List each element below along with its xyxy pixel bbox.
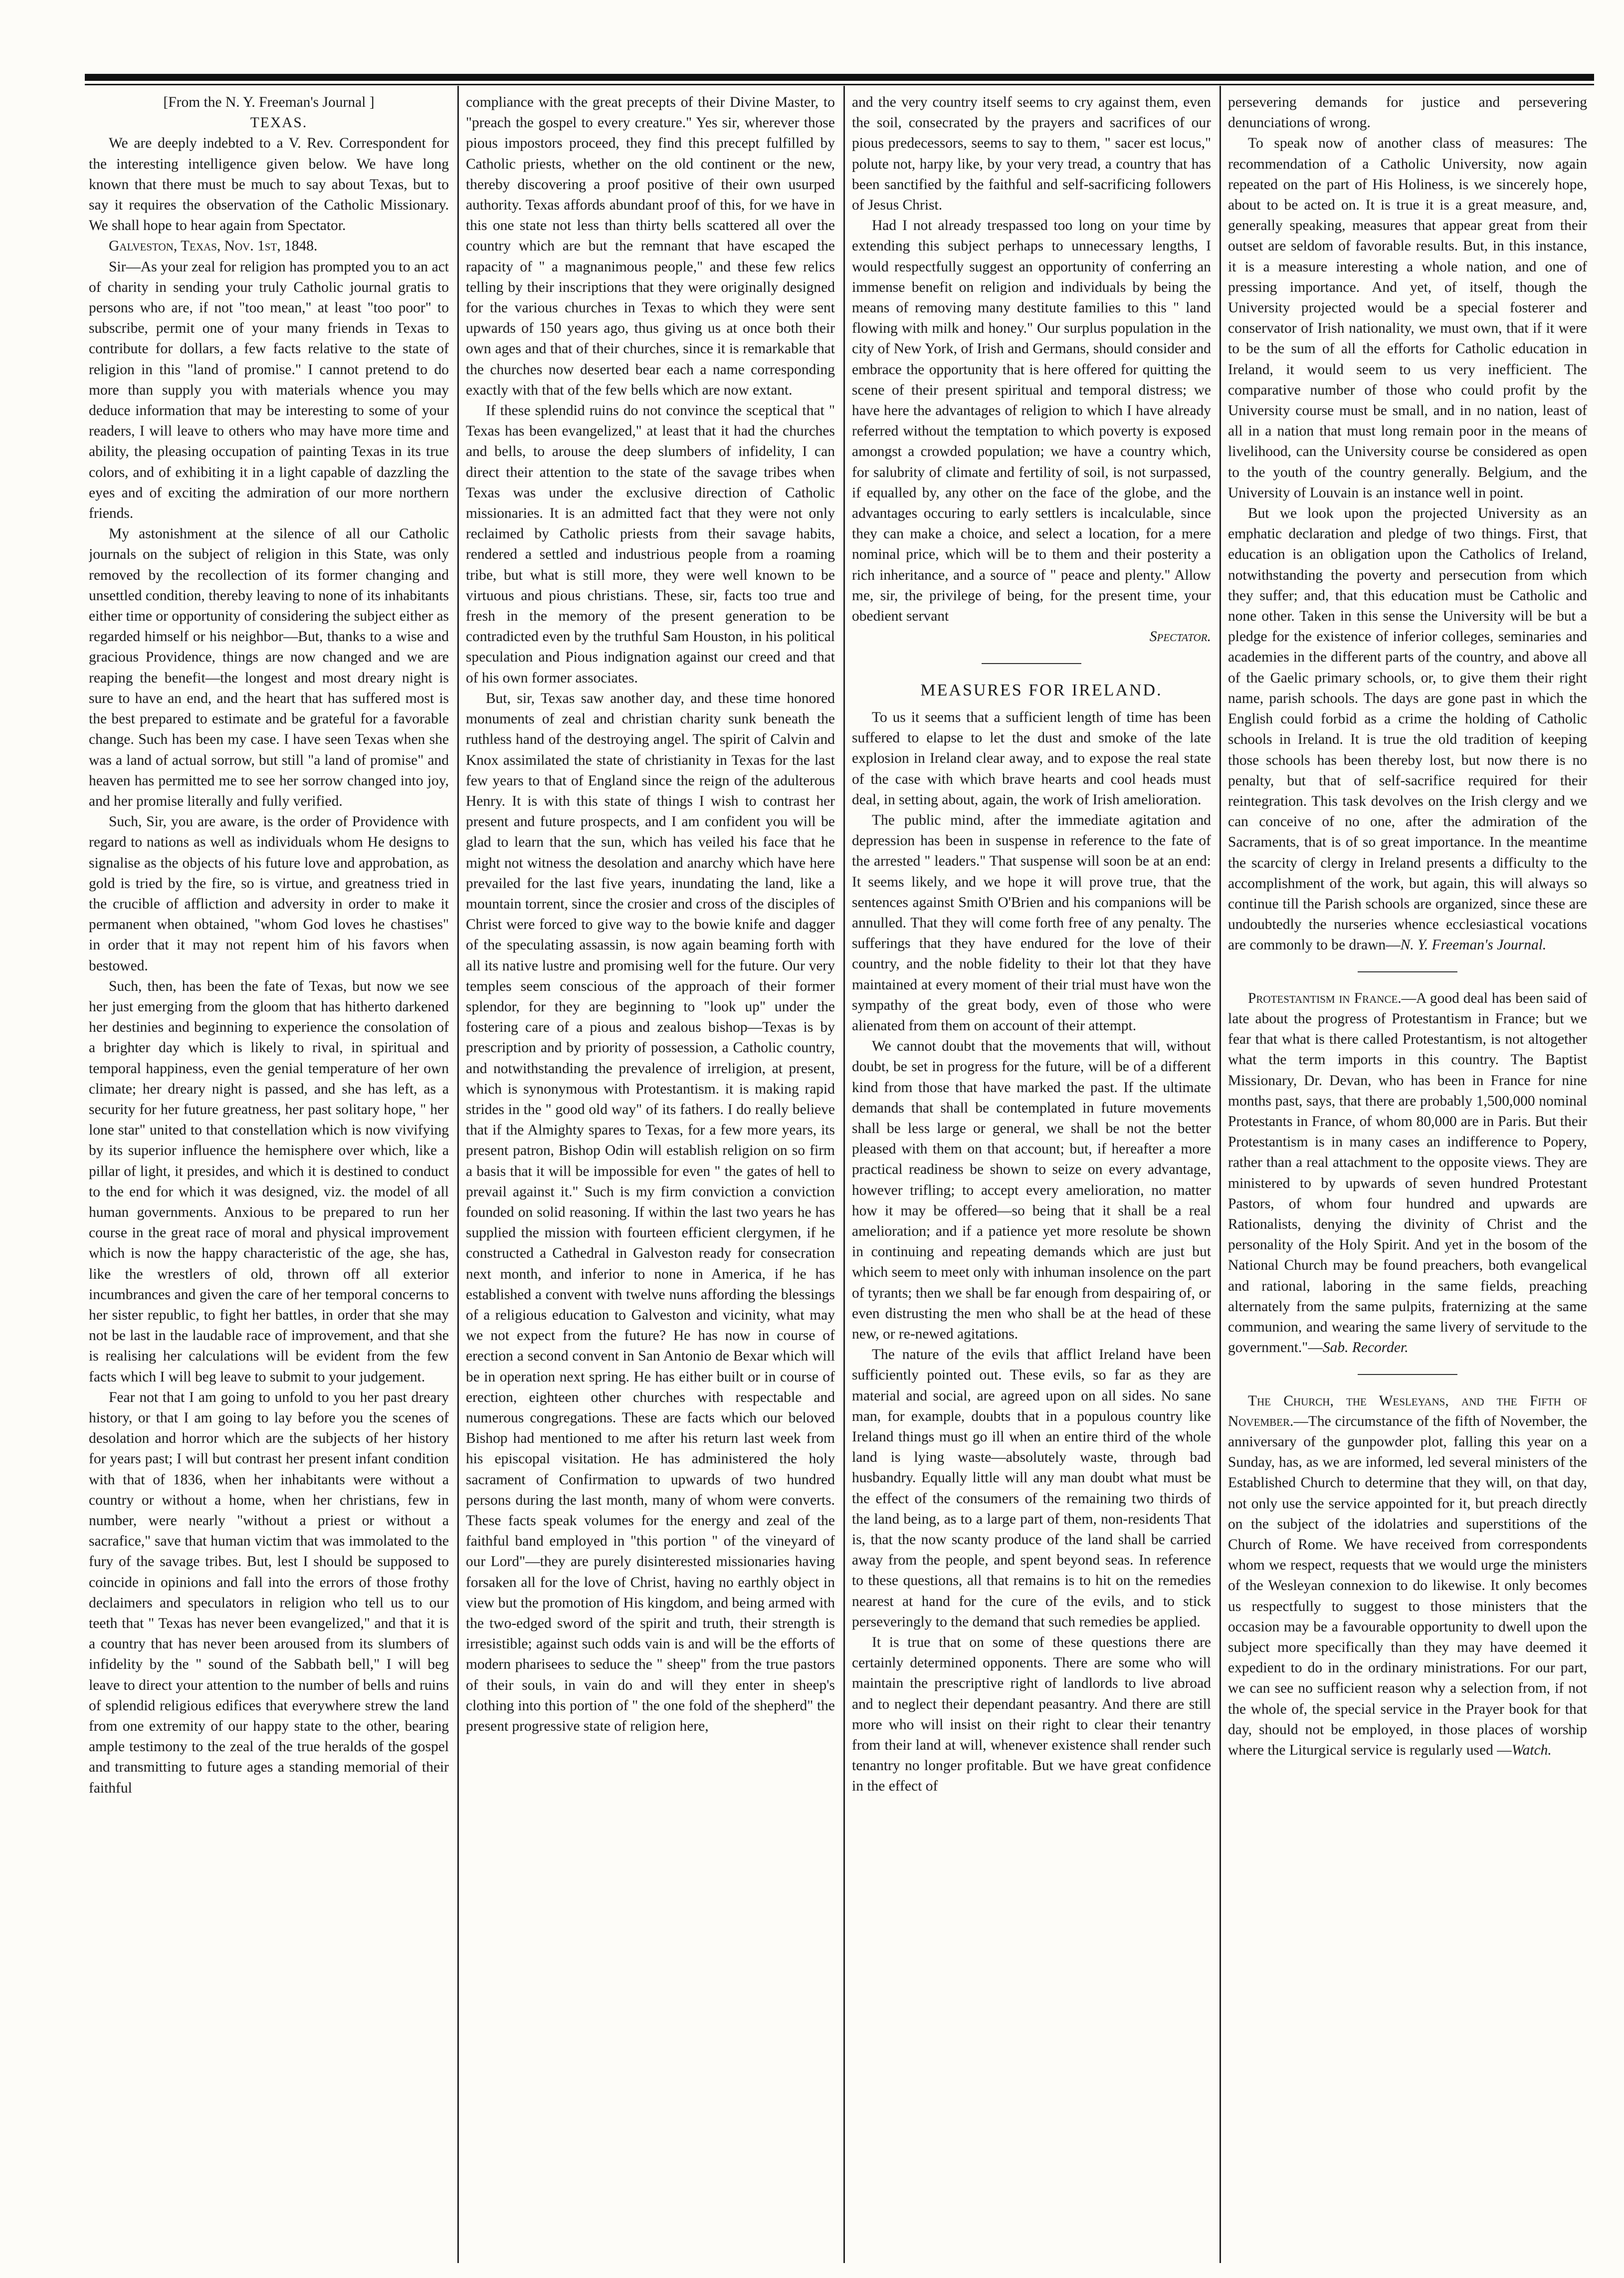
paragraph: [1228, 1391, 1587, 1761]
column-divider: [1219, 86, 1221, 2263]
column-3: [852, 92, 1211, 2263]
paragraph: persevering demands for justice and persevering denunciations of wrong.: [1228, 94, 1587, 131]
paragraph: The public mind, after the immediate agitation and depression has been in suspense in reference to the fate of the arrested " leaders." That suspense will soon be at an end: It seems likely, and we hope it will prove true, that the sentences against Smith O'Brien and his companions will be annulled. That they will come forth free of any penalty. The sufferings that they have endured for the love of their country, and the noble fidelity to their lot that they have maintained at every moment of their trial must have won the sympathy of the great body, even of those who were alienated from them on account of their attempt.: [852, 812, 1211, 1034]
paragraph: To us it seems that a sufficient length of time has been suffered to elapse to let the dust and smoke of the late explosion in Ireland clear away, and to expose the real state of the case with which brave hearts and cool heads must deal, in setting about, again, the work of Irish amelioration.: [852, 709, 1211, 808]
column-4: [1228, 92, 1587, 2263]
paragraph: If these splendid ruins do not convince the sceptical that " Texas has been evangelized," at least that it had the churches and bells, to arouse the deep slumbers of infidelity, I can direct their attention to the state of the savage tribes when Texas was under the exclusive direction of Catholic missionaries. It is an admitted fact that they were not only reclaimed by Catholic priests from their savage habits, rendered a settled and industrious people from a roaming tribe, but what is still more, they were well known to be virtuous and pious christians. These, sir, facts too true and fresh in the memory of the present generation to be contradicted even by the truthful Sam Houston, in his political speculation and Pious indignation against our creed and that of his own former associates.: [466, 403, 835, 686]
paragraph: To speak now of another class of measures: The recommendation of a Catholic University, now again repeated on the part of His Holiness, is we sincerely hope, about to be acted on. It is true it is a great measure, and, generally speaking, measures that appear great from their outset are seldom of favorable results. But, in this instance, it is a measure interesting a whole nation, and one of pressing importance. And yet, of itself, though the University projected would be a special fosterer and conservator of Irish nationality, we must own, that if it were to be the sum of all the efforts for Catholic education in Ireland, it would seem to us very inefficient. The comparative number of those who could profit by the University course must be small, and in no nation, least of all in a nation that must long remain poor in the means of livelihood, can the University course be considered as open to the youth of the country generally. Belgium, and the University of Louvain is an instance well in point.: [1228, 135, 1587, 501]
signature: Spectator.: [1149, 629, 1211, 645]
paragraph-text: —The circumstance of the fifth of November, the anniversary of the gunpowder plot, falling this year on a Sunday, has, as we are informed, led several ministers of the Established Church to determine that they will, on that day, not only use the service appointed for it, but preach directly on the subject of the idolatries and superstitions of the Church of Rome. We have received from correspondents whom we respect, requests that we would urge the ministers of the Wesleyan connexion to do likewise. It only becomes us respectfully to suggest to those ministers that the occasion may be a favourable opportunity to dwell upon the subject more specifically than they may have deemed it expedient to do in the ordinary ministrations. For our part, we can see no sufficient reason why a selection from, if not the whole of, the special service in the Prayer book for that day, should not be employed, in those places of worship where the Liturgical service is regularly used —: [1228, 1413, 1587, 1759]
masthead-rule-thin: [85, 84, 1594, 85]
source-credit: N. Y. Freeman's Journal.: [1400, 937, 1547, 953]
paragraph: compliance with the great precepts of their Divine Master, to "preach the gospel to every creature." Yes sir, wherever those pious impostors proceed, they find this precept fulfilled by Catholic priests, whether on the old continent or the new, thereby discovering a proof positive of their own usurped authority. Texas affords abundant proof of this, for we have in this one state not less than thirty bells scattered all over the country which are but the remnant that have escaped the rapacity of " a magnanimous people," and these few relics telling by their inscriptions that they were originally designed for the various churches in Texas to which they were sent upwards of 150 years ago, thus giving us at once both their own ages and that of their churches, since it is remarkable that the churches now deserted bear each a name corresponding exactly with that of the few bells which are now extant.: [466, 94, 835, 398]
source-credit: Sab. Recorder.: [1322, 1340, 1409, 1356]
paragraph: Such, Sir, you are aware, is the order of Providence with regard to nations as well as individuals whom He designs to signalise as the objects of his future love and approbation, as gold is tried by the fire, so is virtue, and greatness tried in the crucible of affliction and adversity in order to make it permanent when obtained, "whom God loves he chastises" in order that it may not repent him of his favors when bestowed.: [89, 814, 449, 974]
article-title-texas: TEXAS.: [250, 115, 308, 131]
article-title-ireland: MEASURES FOR IRELAND.: [920, 681, 1163, 699]
article-source: [From the N. Y. Freeman's Journal ]: [163, 94, 375, 110]
paragraph: Sir—As your zeal for religion has prompted you to an act of charity in sending your truly Catholic journal gratis to persons who are, if not "too mean," at least "too poor" to subscribe, permit one of your many friends in Texas to contribute for dollars, a few facts relative to the state of religion in this "land of promise." I cannot pretend to do more than supply you with materials whence you may deduce information that may be interesting to some of your readers, I will leave to others who may have more time and ability, the pleasing occupation of painting Texas in its true colors, and of exhibiting it in a light capable of dazzling the eyes and of exciting the admiration of our more northern friends.: [89, 258, 449, 522]
item-heading: The Church, the Wesleyans, and the Fifth of November.: [1228, 1392, 1587, 1429]
paragraph-text: But we look upon the projected University as an emphatic declaration and pledge of two things. First, that education is an obligation upon the Catholics of Ireland, notwithstanding the poverty and persecution from which they suffer; and, that this education must be Catholic and none other. Taken in this sense the University will be but a pledge for the existence of inferior colleges, seminaries and academies in the different parts of the country, and above all of the Gaelic primary schools, or, to give them their right name, parish schools. The days are gone past in which the English could forbid as a crime the holding of Catholic schools in Ireland. It is true the old tradition of keeping those schools has been thereby lost, but now there is no penalty, but that of self-sacrifice required for their reintegration. This task devolves on the Irish clergy and we can conceive of no one, after the admiration of the Sacraments, that is of so great importance. In the meantime the scarcity of clergy in Ireland presents a difficulty to the accomplishment of the work, but again, this will always so continue till the Parish schools are organized, since these are undoubtedly the nurseries whence ecclesiastical vocations are commonly to be drawn—: [1228, 505, 1587, 953]
item-heading: Protestantism in France.: [1248, 990, 1402, 1006]
column-1: [89, 92, 449, 2263]
column-2: [466, 92, 835, 2263]
paragraph: We cannot doubt that the movements that will, without doubt, be set in progress for the future, will be of a different kind from those that have marked the past. If the ultimate demands that shall be contemplated in future movements shall be less large or general, we shall be not the better pleased with them on that account; but, if hereafter a more practical readiness be shown to seize on every advantage, however trifling; to accept every amelioration, no matter how it may be offered—so being that it shall be a real amelioration; and if a patience yet more resolute be shown in continuing and repeating demands which are just but which seem to meet only with inhuman insolence on the part of tyrants; then we shall be far enough from despairing of, or even distrusting the men who shall be at the head of these new, or re-newed agitations.: [852, 1038, 1211, 1342]
paragraph-text: —A good deal has been said of late about the progress of Protestantism in France; but we fear that what is there called Protestantism, is not altogether what the term imports in this country. The Baptist Missionary, Dr. Devan, who has been in France for nine months past, says, that there are probably 1,500,000 nominal Protestants in France, of whom 80,000 are in Paris. But their Protestantism is in many cases an indifference to Popery, rather than a real attachment to the opposite views. They are ministered to by upwards of seven hundred Protestant Pastors, of whom four hundred and upwards are Rationalists, denying the divinity of Christ and the personality of the Holy Spirit. And yet in the bosom of the National Church may be found preachers, both evangelical and rational, laboring in the same fields, preaching alternately from the same pulpits, fraternizing at the same communion, and wearing the same livery of servitude to the government."—: [1228, 990, 1587, 1356]
paragraph: Such, then, has been the fate of Texas, but now we see her just emerging from the gloom that has hitherto darkened her destinies and beginning to experience the consolation of a brighter day which is likely to rival, in spiritual and temporal happiness, even the genial temperature of her own climate; her dreary night is passed, and she has left, as a security for her future greatness, her past solitary hope, " her lone star" united to that constellation which is now vivifying by its superior influence the hemisphere over which, like a pillar of light, it presides, and which it is destined to conduct to the end for which it was designed, viz. the model of all human governments. Anxious to be prepared to run her course in the great race of moral and physical improvement which is now the happy characteristic of the age, she has, like the wrestlers of old, thrown off all exterior incumbrances and given the care of her temporal concerns to her sister republic, to fight her battles, in order that she may not be last in the laudable race of improvement, and that she is realising her calculations will be evident from the few facts which I will beg leave to submit to your judgement.: [89, 978, 449, 1385]
paragraph: But, sir, Texas saw another day, and these time honored monuments of zeal and christian charity sunk beneath the ruthless hand of the destroying angel. The spirit of Calvin and Knox assimilated the state of christianity in Texas for the last few years to that of England since the reign of the adulterous Henry. It is with this state of things I wish to contrast her present and future prospects, and I am confident you will be glad to learn that the sun, which has veiled his face that he might not witness the desolation and anarchy which have here prevailed for the last five years, inundating the land, like a mountain torrent, since the crosier and cross of the disciples of Christ were forced to give way to the bowie knife and dagger of the speculating assassin, is now again beaming forth with all its native lustre and promising well for the future. Our very temples seem conscious of the approach of their former splendor, for they are beginning to "look up" under the fostering care of a pious and zealous bishop—Texas is by prescription and by priority of possession, a Catholic country, and notwithstanding the prevalence of irreligion, at present, which is synonymous with Protestantism. it is making rapid strides in the " good old way" of its fathers. I do really believe that if the Almighty spares to Texas, for a few more years, its present patron, Bishop Odin will establish religion on so firm a basis that it will be impossible for even " the gates of hell to prevail against it." Such is my firm conviction a conviction founded on solid reasoning. If within the last two years he has supplied the mission with fourteen efficient clergymen, if he constructed a Cathedral in Galveston ready for consecration next month, and inferior to none in America, if he has established a convent with twelve nuns affording the blessings of a religious education to Galveston and vicinity, what may we not expect from the future? He has now in course of erection a second convent in San Antonio de Bexar which will be in operation next spring. He has either built or in course of erection, eighteen other churches with respectable and numerous congregations. These are facts which our beloved Bishop had mentioned to me after his return last week from his episcopal visitation. He has administered the holy sacrament of Confirmation to upwards of two hundred persons during the last month, many of whom were converts. These facts speak volumes for the energy and zeal of the faithful band employed in "this portion " of the vineyard of our Lord"—they are purely disinterested missionaries having forsaken all for the love of Christ, having no earthly object in view but the promotion of His kingdom, and being armed with the two-edged sword of the spirit and truth, their strength is irresistible; against such odds vain is and will be the efforts of modern pharisees to seduce the " sheep" from the true pastors of their souls, in vain do and will they enter in sheep's clothing into this portion of " the one fold of the shepherd" the present progressive state of religion here,: [466, 690, 835, 1735]
paragraph: Fear not that I am going to unfold to you her past dreary history, or that I am going to lay before you the scenes of desolation and horror which are the subjects of her history for years past; I will but contrast her present infant condition with that of 1836, when her inhabitants were without a country or without a home, when her christians, few in number, were nearly "without a priest or without a sacrafice," save that human victim that was immolated to the fury of the savage tribes. But, lest I should be supposed to coincide in opinions and fall into the errors of those frothy declaimers and speculators in religion who tell us to our teeth that " Texas has never been evangelized," and that it is a country that has never been aroused from its slumbers of infidelity by the " sound of the Sabbath bell," I will beg leave to direct your attention to the number of bells and ruins of splendid religious edifices that everywhere strew the land from one extremity of our happy state to the other, bearing ample testimony to the zeal of the true heralds of the gospel and transmitting to future ages a standing memorial of their faithful: [89, 1389, 449, 1796]
column-divider: [457, 86, 459, 2263]
paragraph: My astonishment at the silence of all our Catholic journals on the subject of religion in this State, was only removed by the recollection of its former changing and unsettled condition, thereby leaving to none of its inhabitants either time or opportunity of considering the subject either as regarded himself or his neighbor—But, thanks to a wise and gracious Providence, things are now changed and we are reaping the benefit—the longest and most dreary night is sure to have an end, and the heart that has suffered most is the best prepared to estimate and be grateful for a favorable change. Such has been my case. I have seen Texas when she was a land of actual sorrow, but still "a land of promise" and heaven has permitted me to see her sorrow changed into joy, and her promise literally and fully verified.: [89, 526, 449, 809]
paragraph: [1228, 988, 1587, 1359]
column-divider: [843, 86, 845, 2263]
source-credit: Watch.: [1511, 1742, 1552, 1759]
paragraph: It is true that on some of these questions there are certainly determined opponents. There are some who will maintain the prescriptive right of landlords to live abroad and to neglect their dependant peasantry. And there are still more who will insist on their right to clear their tenantry from their land at will, whenever existence shall render such tenantry no longer profitable. But we have great confidence in the effect of: [852, 1634, 1211, 1795]
paragraph: [1228, 503, 1587, 955]
paragraph: Had I not already trespassed too long on your time by extending this subject perhaps to unnecessary lengths, I would respectfully suggest an opportunity of conferring an immense benefit on religion and individuals by being the means of removing many destitute families to this " land flowing with milk and honey." Our surplus population in the city of New York, of Irish and Germans, should consider and embrace the opportunity that is here offered for quitting the scene of their present spiritual and temporal distress; we have here the advantages of religion to which I have already referred without the temptation to which poverty is exposed amongst a crowded population; we have a country which, for salubrity of climate and fertility of soil, is not surpassed, if equalled by, any other on the face of the globe, and the advantages occuring to early settlers is incalculable, since they can make a choice, and select a location, for a mere nominal price, which will be to them and their posterity a rich inheritance, and a source of " peace and plenty." Allow me, sir, the privilege of being, for the present time, your obedient servant: [852, 218, 1211, 625]
section-divider: [852, 652, 1211, 673]
section-divider: [1228, 1363, 1587, 1383]
section-divider: [1228, 961, 1587, 981]
masthead-rule: [85, 74, 1594, 81]
paragraph: The nature of the evils that afflict Ireland have been sufficiently pointed out. These evils, so far as they are material and social, are agreed upon on all sides. No sane man, for example, doubts that in a populous country like Ireland things must go ill when an entire third of the whole land is lying waste—absolutely waste, through bad husbandry. Equally little will any man doubt what must be the effect of the consumers of the remaining two thirds of the land being, as to a large part of them, non-residents That is, that the now scanty produce of the land shall be carried away from the people, and spent beyond seas. In reference to these questions, all that remains is to hit on the remedies nearest at hand for the cure of the evils, and to stick perseveringly to the demand that such remedies be applied.: [852, 1347, 1211, 1630]
dateline: Galveston, Texas, Nov. 1st, 1848.: [109, 238, 318, 254]
article-intro: We are deeply indebted to a V. Rev. Correspondent for the interesting intelligence given below. We have long known that there must be much to say about Texas, but to say it requires the observation of the Catholic Missionary. We shall hope to hear again from Spectator.: [89, 135, 449, 234]
paragraph: and the very country itself seems to cry against them, even the soil, consecrated by the prayers and sacrifices of our pious predecessors, seems to say to them, " sacer est locus," polute not, harpy like, by your very tread, a country that has been sanctified by the faithful and self-sacrificing followers of Jesus Christ.: [852, 94, 1211, 214]
